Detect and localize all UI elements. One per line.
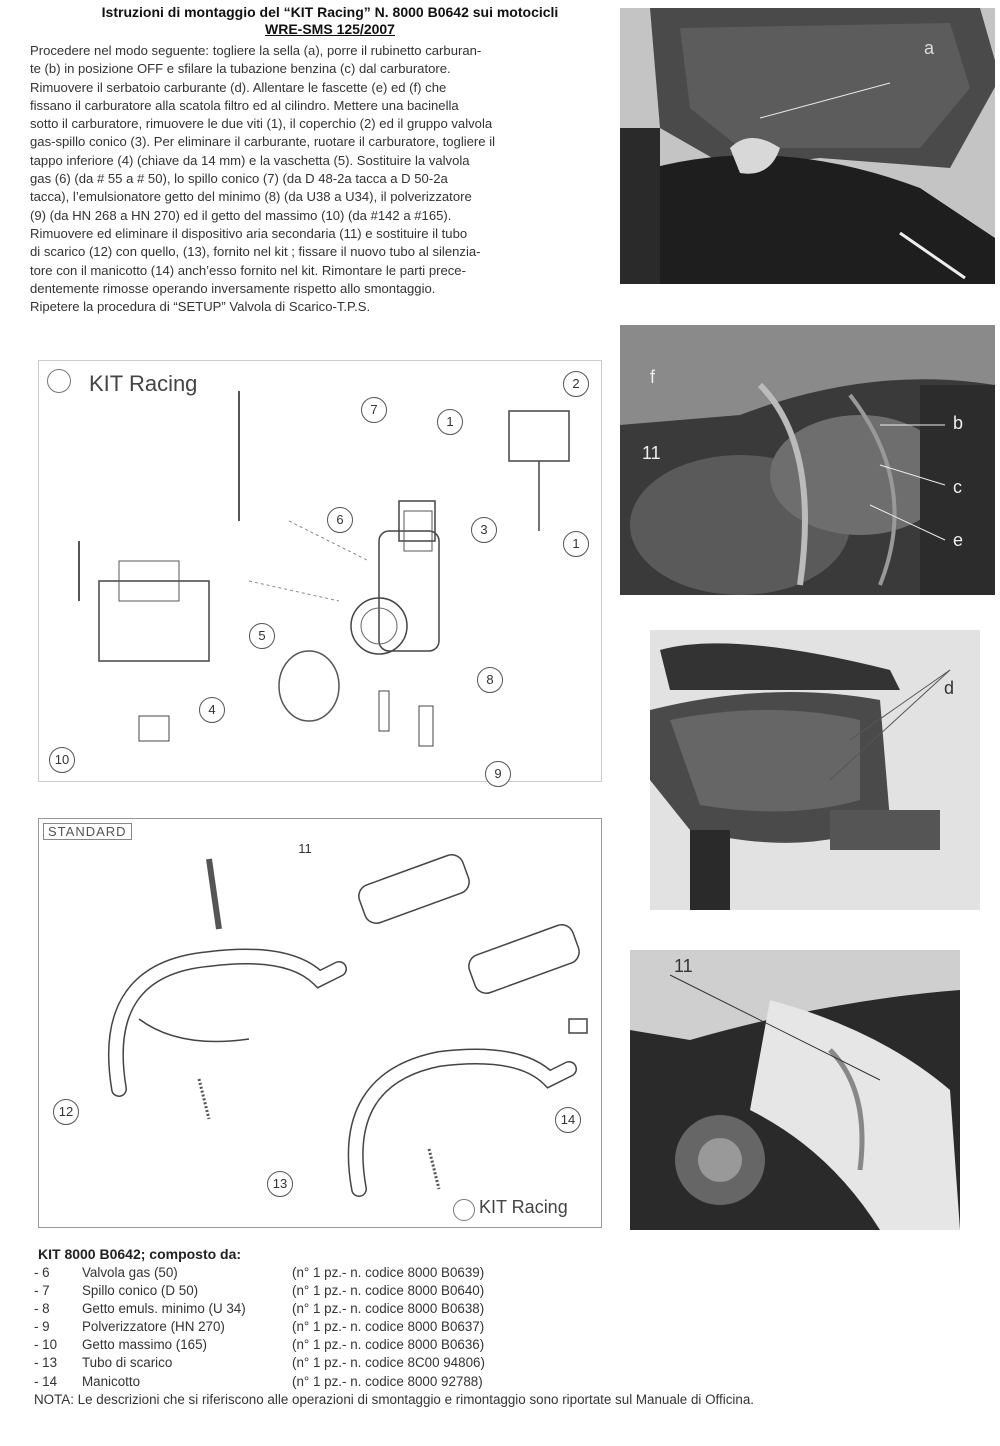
photo-label-11: 11 [674, 956, 693, 976]
callout-9: 9 [485, 761, 511, 787]
callout-1: 1 [437, 409, 463, 435]
instruction-line: tappo inferiore (4) (chiave da 14 mm) e la vaschetta (5). Sostituire la valvola [30, 152, 470, 168]
instruction-line: Ripetere la procedura di “SETUP” Valvola di Scarico-T.P.S. [30, 299, 371, 315]
part-code: (n° 1 pz.- n. codice 8000 92788) [292, 1373, 483, 1389]
photo-seat-drawing [620, 8, 995, 284]
photo-fuel-tank-drawing [650, 630, 980, 910]
callout-6: 6 [327, 507, 353, 533]
part-code: (n° 1 pz.- n. codice 8000 B0636) [292, 1337, 485, 1353]
instruction-line: tore con il manicotto (14) anch’esso fornito nel kit. Rimontare le parti prece- [30, 262, 466, 278]
parts-row [34, 1282, 754, 1300]
parts-list-title: KIT 8000 B0642; composto da: [38, 1246, 242, 1262]
instruction-line: sotto il carburatore, rimuovere le due viti (1), il coperchio (2) ed il gruppo valvola [30, 116, 493, 132]
photo-air-device-drawing [630, 950, 960, 1230]
part-number: - 8 [34, 1301, 50, 1317]
instruction-line: te (b) in posizione OFF e sfilare la tubazione benzina (c) dal carburatore. [30, 61, 451, 77]
parts-row [34, 1336, 754, 1354]
photo-label-d: d [944, 678, 955, 698]
part-number: - 9 [34, 1319, 50, 1335]
workshop-note: NOTA: Le descrizioni che si riferiscono alle operazioni di smontaggio e rimontaggio sono riportate sul Manuale di Officina. [34, 1391, 754, 1407]
callout-7: 7 [361, 397, 387, 423]
photo-label-11: 11 [642, 443, 661, 463]
part-name: Manicotto [82, 1373, 141, 1389]
instructions-paragraph [30, 42, 615, 316]
carburetor-drawing [39, 361, 601, 781]
part-code: (n° 1 pz.- n. codice 8000 B0638) [292, 1301, 485, 1317]
instruction-line: fissano il carburatore alla scatola filtro ed al cilindro. Mettere una bacinella [30, 97, 459, 113]
part-code: (n° 1 pz.- n. codice 8000 B0640) [292, 1283, 485, 1299]
part-name: Tubo di scarico [82, 1355, 173, 1371]
photo-air-device [630, 950, 960, 1230]
exhaust-kit-label: KIT Racing [479, 1197, 568, 1217]
callout-3: 3 [471, 517, 497, 543]
parts-row [34, 1318, 754, 1336]
part-code: (n° 1 pz.- n. codice 8000 B0639) [292, 1265, 485, 1280]
instruction-line: Rimuovere ed eliminare il dispositivo aria secondaria (11) e sostituire il tubo [30, 225, 468, 241]
instruction-line: Rimuovere il serbatoio carburante (d). Allentare le fascette (e) ed (f) che [30, 79, 447, 95]
photo-seat [620, 8, 995, 284]
callout-4: 4 [199, 697, 225, 723]
callout-14: 14 [555, 1107, 581, 1133]
document-title: Istruzioni di montaggio del “KIT Racing” N. 8000 B0642 sui motocicli [101, 4, 559, 20]
part-number: - 13 [34, 1355, 58, 1371]
instruction-line: dentemente rimosse operando inversamente rispetto allo smontaggio. [30, 280, 436, 296]
callout-1: 1 [563, 531, 589, 557]
part-number: - 6 [34, 1265, 50, 1280]
part-name: Getto massimo (165) [82, 1337, 208, 1353]
part-number: - 7 [34, 1283, 50, 1299]
parts-row [34, 1373, 754, 1391]
photo-label-e: e [953, 530, 964, 550]
part-name: Getto emuls. minimo (U 34) [82, 1301, 246, 1317]
part-number: - 14 [34, 1373, 58, 1389]
parts-row [34, 1264, 754, 1282]
carb-kit-label: KIT Racing [89, 371, 198, 396]
parts-row [34, 1300, 754, 1318]
instruction-line: gas (6) (da # 55 a # 50), lo spillo conico (7) (da D 48-2a tacca a D 50-2a [30, 171, 448, 187]
part-name: Polverizzatore (HN 270) [82, 1319, 225, 1335]
photo-carburetor-area [620, 325, 995, 595]
callout-13: 13 [267, 1171, 293, 1197]
parts-rows [34, 1264, 754, 1409]
photo-fuel-tank [650, 630, 980, 910]
instruction-line: (9) (da HN 268 a HN 270) ed il getto del massimo (10) (da #142 a #165). [30, 207, 452, 223]
part-code: (n° 1 pz.- n. codice 8C00 94806) [292, 1355, 485, 1371]
instruction-line: gas-spillo conico (3). Per eliminare il carburante, ruotare il carburatore, togliere il [30, 134, 496, 150]
callout-11: 11 [293, 837, 317, 861]
instruction-line: di scarico (12) con quello, (13), fornito nel kit ; fissare il nuovo tubo al silenzia- [30, 244, 481, 260]
callout-5: 5 [249, 623, 275, 649]
part-name: Spillo conico (D 50) [82, 1283, 199, 1299]
exhaust-diagram [38, 818, 602, 1228]
part-number: - 10 [34, 1337, 58, 1353]
photo-carburetor-drawing [620, 325, 995, 595]
document-subtitle: WRE-SMS 125/2007 [265, 21, 395, 37]
standard-label: STANDARD [43, 823, 132, 840]
parts-row [34, 1354, 754, 1372]
instruction-line: tacca), l’emulsionatore getto del minimo (8) (da U38 a U34), il polverizzatore [30, 189, 472, 205]
callout-10: 10 [49, 747, 75, 773]
part-name: Valvola gas (50) [82, 1265, 178, 1280]
callout-2: 2 [563, 371, 589, 397]
callout-8: 8 [477, 667, 503, 693]
kit-logo-icon [453, 1199, 475, 1221]
callout-12: 12 [53, 1099, 79, 1125]
photo-label-b: b [953, 413, 964, 433]
photo-label-f: f [650, 367, 656, 387]
photo-label-a: a [924, 38, 935, 58]
instruction-line: Procedere nel modo seguente: togliere la sella (a), porre il rubinetto carburan- [30, 43, 482, 58]
exhaust-drawing [39, 819, 601, 1227]
carburetor-exploded-diagram [38, 360, 602, 782]
part-code: (n° 1 pz.- n. codice 8000 B0637) [292, 1319, 485, 1335]
photo-label-c: c [953, 477, 962, 497]
